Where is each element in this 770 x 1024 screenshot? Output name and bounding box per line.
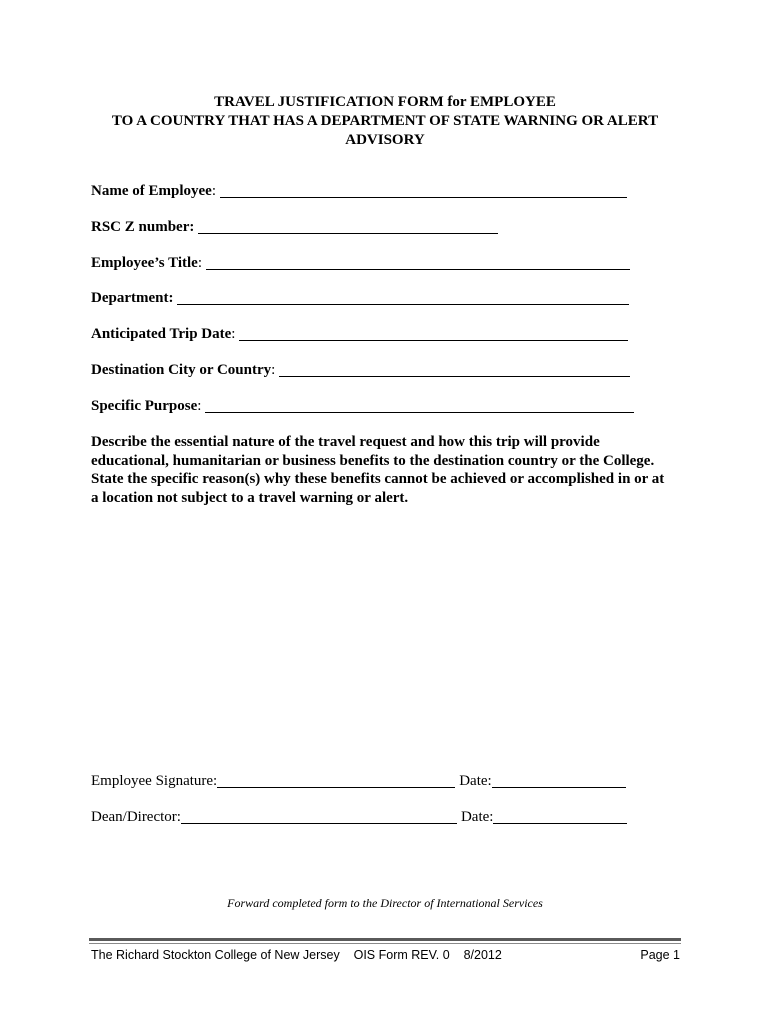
specific-purpose-input-line[interactable] (205, 398, 634, 413)
employee-title-input-line[interactable] (206, 255, 630, 270)
dean-date-line[interactable] (493, 809, 627, 824)
form-title-line-3: ADVISORY (345, 132, 425, 148)
name-of-employee-input-line[interactable] (220, 183, 627, 198)
rsc-z-number-input-line[interactable] (198, 219, 498, 234)
description-line: a location not subject to a travel warning or alert. (91, 489, 409, 506)
dean-date-label: Date: (460, 809, 494, 825)
form-title-line-1: TRAVEL JUSTIFICATION FORM for EMPLOYEE (214, 94, 556, 110)
forward-note: Forward completed form to the Director of International Services (227, 896, 543, 910)
dean-director-signature-line[interactable] (181, 809, 457, 824)
description-line: State the specific reason(s) why these benefits cannot be achieved or accomplished in or at (91, 471, 665, 487)
destination-input-line[interactable] (279, 362, 630, 377)
specific-purpose-field (91, 397, 634, 416)
employee-signature-line[interactable] (217, 773, 455, 788)
employee-date-line[interactable] (492, 773, 626, 788)
description-line: Describe the essential nature of the travel request and how this trip will provide (91, 434, 600, 450)
specific-purpose-label: Specific Purpose: (91, 398, 202, 414)
name-of-employee-label: Name of Employee: (91, 183, 216, 199)
footer-divider-thick (89, 938, 681, 941)
employee-signature-label: Employee Signature: (91, 773, 218, 789)
anticipated-trip-date-label: Anticipated Trip Date: (91, 326, 236, 342)
destination-label: Destination City or Country: (91, 362, 276, 378)
page-number: Page 1 (640, 948, 680, 962)
footer-institution-info: The Richard Stockton College of New Jersey OIS Form REV. 0 8/2012 (91, 948, 502, 962)
name-of-employee-field (91, 182, 627, 201)
anticipated-trip-date-input-line[interactable] (239, 326, 628, 341)
department-input-line[interactable] (177, 290, 629, 305)
employee-date-label: Date: (459, 773, 492, 789)
employee-signature-row (91, 772, 626, 791)
employee-title-label: Employee’s Title: (91, 255, 202, 271)
description-line: educational, humanitarian or business benefits to the destination country or the College. (91, 452, 655, 469)
destination-field (91, 361, 630, 380)
employee-title-field (91, 254, 630, 273)
dean-director-row (91, 808, 627, 827)
department-field (91, 289, 629, 308)
footer-divider-thin (89, 943, 681, 944)
dean-director-label: Dean/Director: (91, 809, 181, 825)
form-title-line-2: TO A COUNTRY THAT HAS A DEPARTMENT OF STATE WARNING OR ALERT (111, 113, 659, 129)
department-label: Department: (91, 290, 174, 306)
anticipated-trip-date-field (91, 325, 628, 344)
rsc-z-number-field (91, 218, 498, 237)
rsc-z-number-label: RSC Z number: (91, 219, 195, 235)
description-instructions (91, 433, 691, 507)
